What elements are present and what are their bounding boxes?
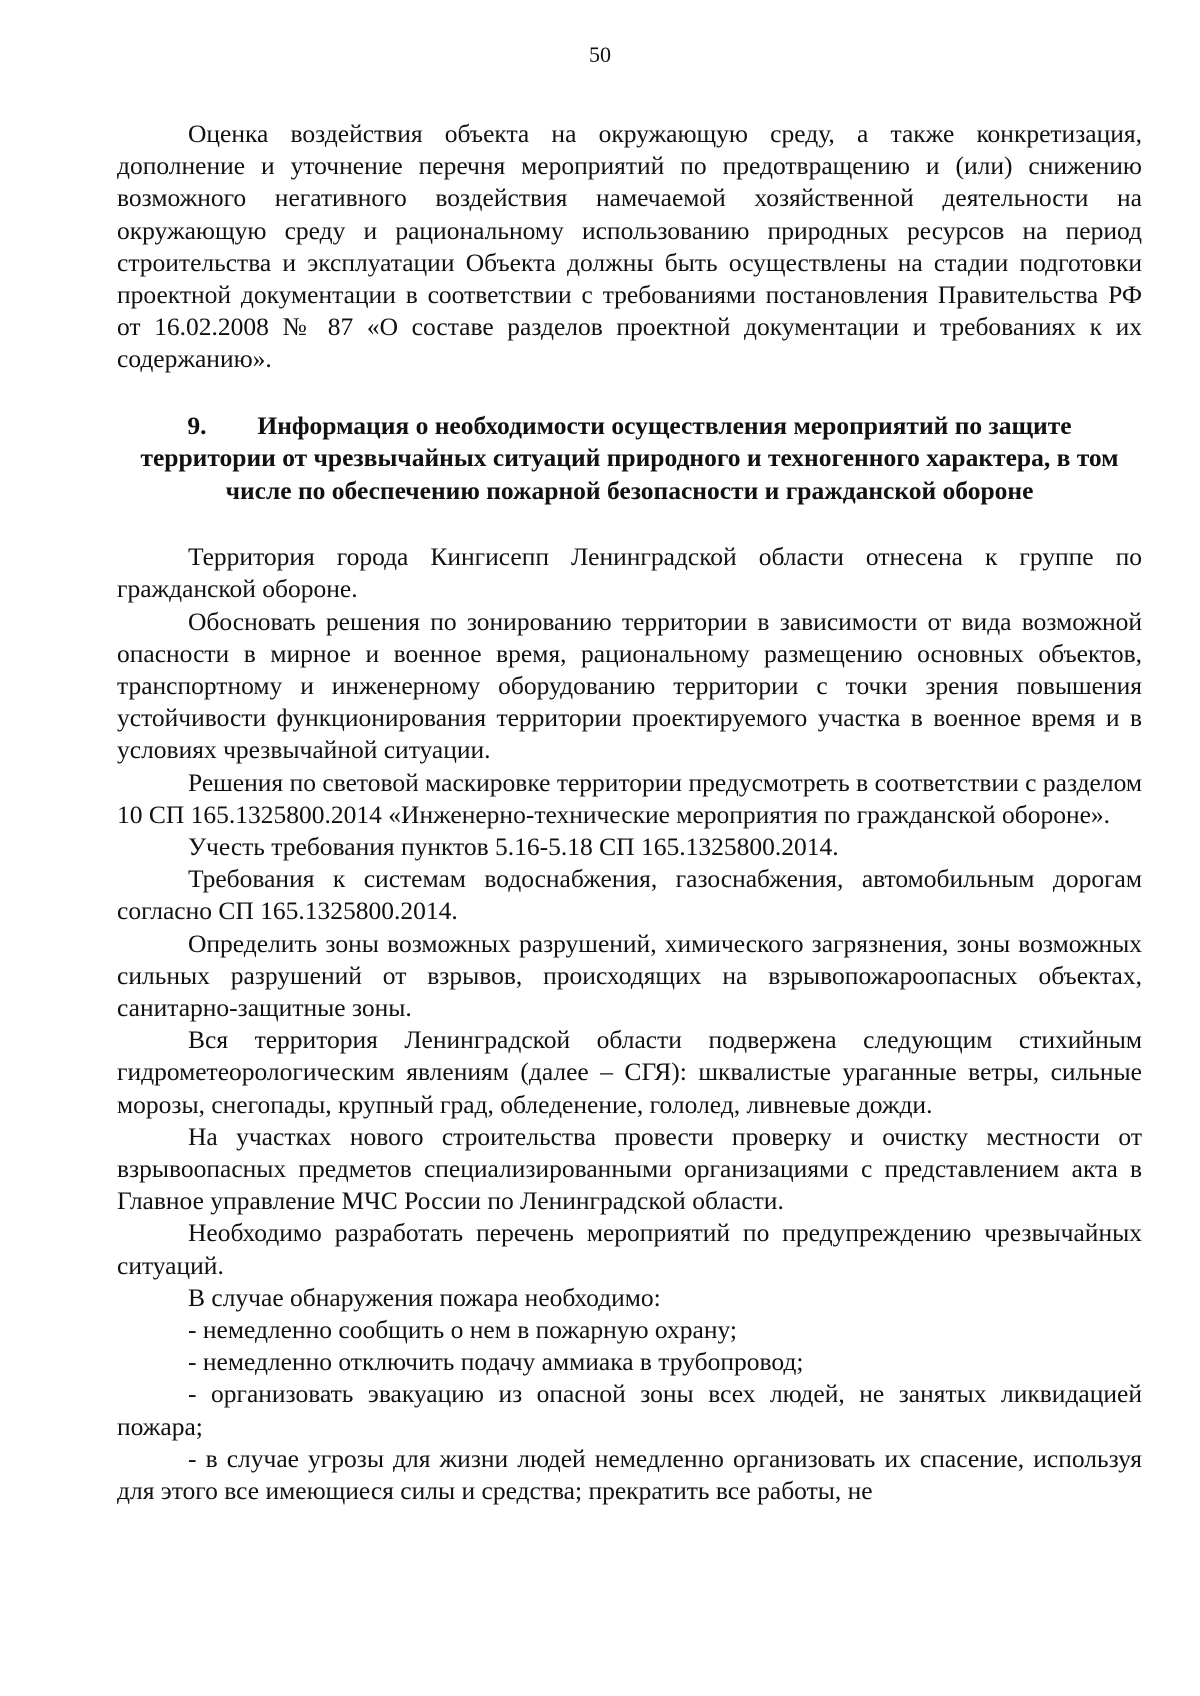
paragraph-requirements-points: Учесть требования пунктов 5.16-5.18 СП 165.1325800.2014.	[188, 831, 839, 861]
page-number: 50	[589, 42, 611, 67]
page-content	[117, 118, 1142, 1507]
paragraph-emergency-measures: Необходимо разработать перечень мероприятий по предупреждению чрезвычайных ситуаций.	[117, 1218, 1142, 1280]
paragraph-destruction-zones: Определить зоны возможных разрушений, химического загрязнения, зоны возможных сильных разрушений от взрывов, происходящих на взрывопожароопасных объектах, санитарно-защитные зоны.	[117, 928, 1142, 1022]
intro-paragraph: Оценка воздействия объекта на окружающую среду, а также конкретизация, дополнение и уточнение перечня мероприятий по предотвращению и (или) снижению возможного негативного воздействия намечаемой хозяйственной деятельности на окружающую среду и рациональному использованию природных ресурсов на период строительства и эксплуатации Объекта должны быть осуществлены на стадии подготовки проектной документации в соответствии с требованиями постановления Правительства РФ от 16.02.2008 № 87 «О составе разделов проектной документации и требованиях к их содержанию».	[117, 119, 1142, 374]
paragraph-natural-hazards: Вся территория Ленинградской области подвержена следующим стихийным гидрометеорологическим явлениям (далее – СГЯ): шквалистые ураганные ветры, сильные морозы, снегопады, крупный град, обледенение, гололед, ливневые дожди.	[117, 1025, 1142, 1119]
list-item-rescue: - в случае угрозы для жизни людей немедленно организовать их спасение, используя для этого все имеющиеся силы и средства; прекратить все работы, не	[117, 1443, 1142, 1506]
paragraph-fire-detection: В случае обнаружения пожара необходимо:	[188, 1282, 661, 1312]
list-item-evacuation: - организовать эвакуацию из опасной зоны всех людей, не занятых ликвидацией пожара;	[117, 1379, 1142, 1441]
list-item-notify-fire-service: - немедленно сообщить о нем в пожарную охрану;	[188, 1315, 737, 1344]
section-heading	[117, 410, 1142, 508]
paragraph-light-masking: Решения по световой маскировке территории предусмотреть в соответствии с разделом 10 СП 165.1325800.2014 «Инженерно-технические мероприятия по гражданской обороне».	[117, 767, 1142, 829]
paragraph-explosive-check: На участках нового строительства провести проверку и очистку местности от взрывоопасных предметов специализированными организациями с представлением акта в Главное управление МЧС России по Ленинградской области.	[117, 1121, 1142, 1216]
paragraph-territory-group: Территория города Кингисепп Ленинградской области отнесена к группе по гражданской обороне.	[117, 542, 1142, 604]
section-title: Информация о необходимости осуществления мероприятий по защите территории от чрезвычайных ситуаций природного и техногенного характера, в том числе по обеспечению пожарной безопасности и гражданской обороне	[140, 410, 1119, 505]
list-item-shut-off-ammonia: - немедленно отключить подачу аммиака в трубопровод;	[188, 1347, 804, 1377]
section-number: 9.	[187, 410, 207, 440]
paragraph-zoning-decisions: Обосновать решения по зонированию территории в зависимости от вида возможной опасности в мирное и военное время, рациональному размещению основных объектов, транспортному и инженерному оборудованию территории с точки зрения повышения устойчивости функционирования территории проектируемого участка в военное время и в условиях чрезвычайной ситуации.	[117, 606, 1142, 765]
paragraph-water-gas-roads: Требования к системам водоснабжения, газоснабжения, автомобильным дорогам согласно СП 165.1325800.2014.	[117, 864, 1142, 926]
